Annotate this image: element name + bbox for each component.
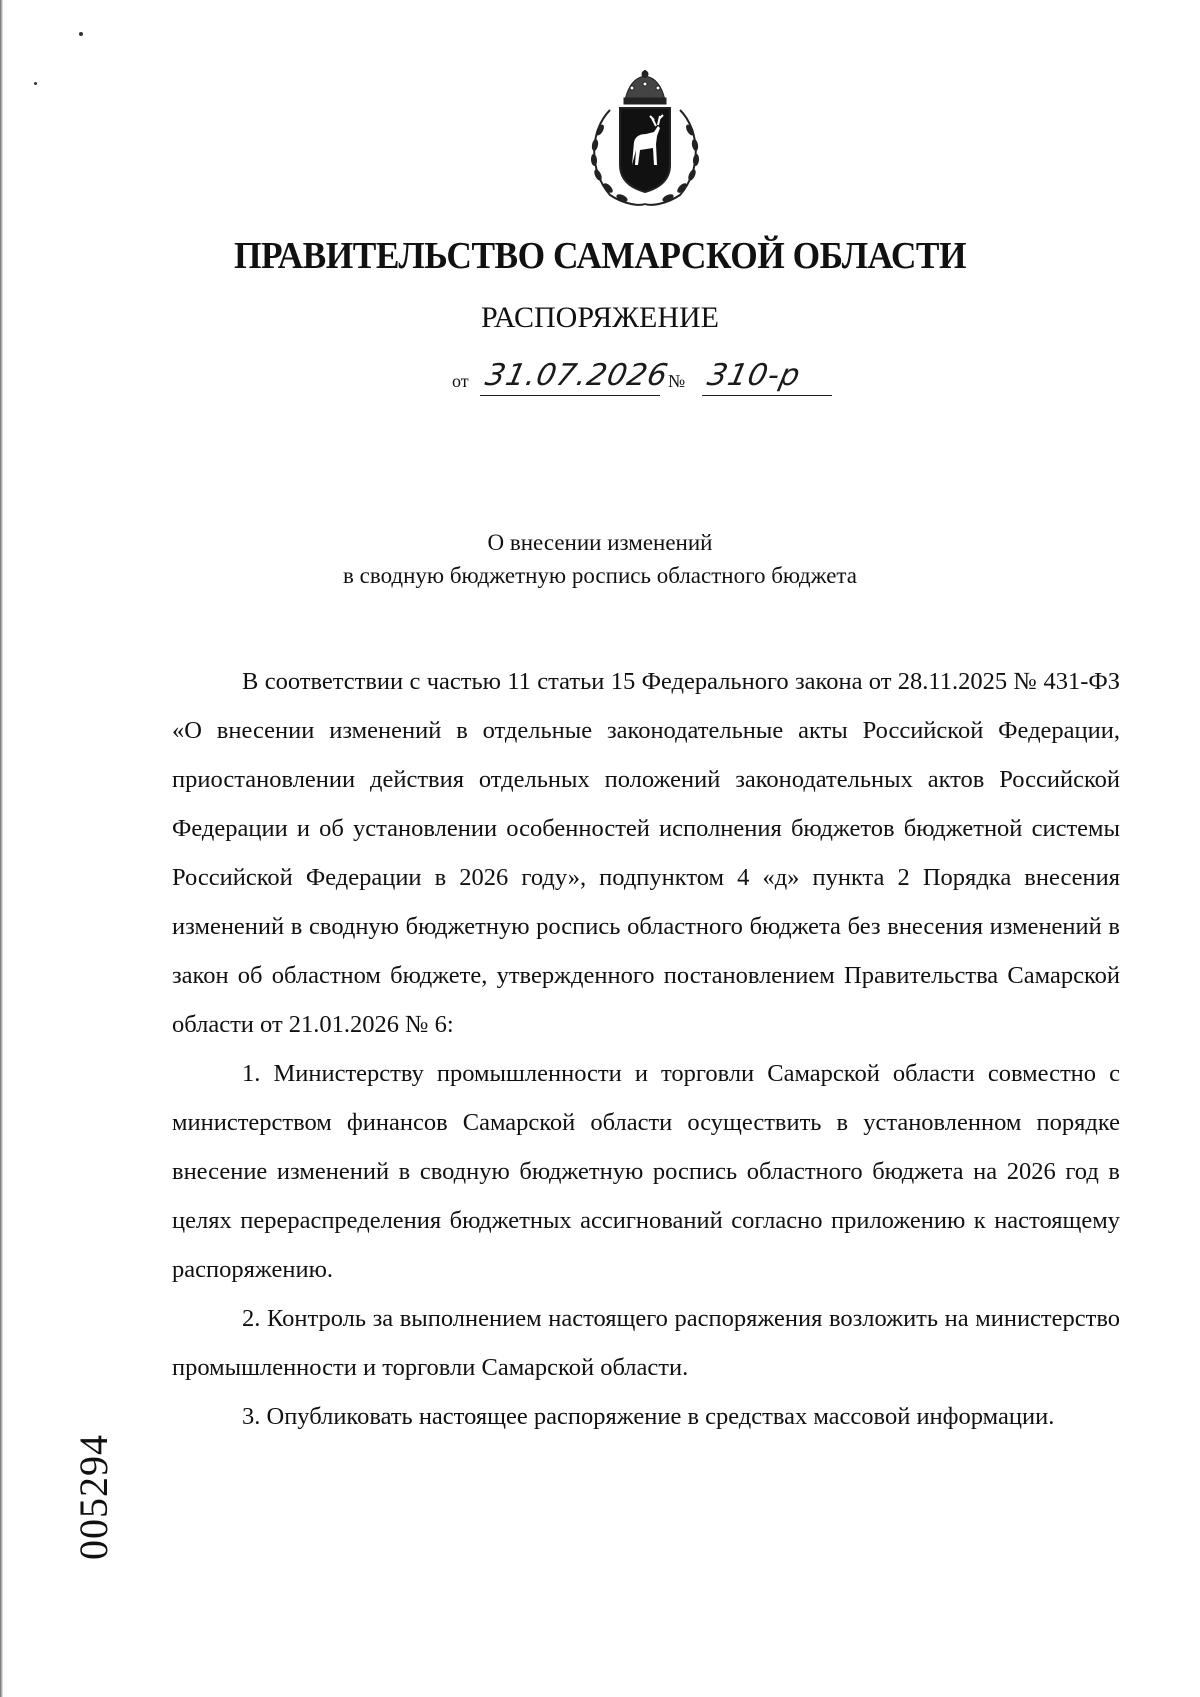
serial-number: 005294	[71, 1434, 116, 1560]
subject-line-1: О внесении изменений	[487, 530, 713, 555]
document-subject	[0, 526, 1200, 592]
scan-speck	[79, 32, 83, 36]
organization-title: ПРАВИТЕЛЬСТВО САМАРСКОЙ ОБЛАСТИ	[233, 235, 967, 277]
item-paragraph-3: 3. Опубликовать настоящее распоряжение в средствах массовой информации.	[242, 1403, 1055, 1430]
item-paragraph-1: 1. Министерству промышленности и торговли Самарской области совместно с министерством финансов Самарской области осуществить в установленном порядке внесение изменений в сводную бюджетную роспись областного бюджета на 2026 год в целях перераспределения бюджетных ассигнований согласно приложению к настоящему распоряжению.	[172, 1060, 1120, 1283]
number-label: №	[668, 371, 686, 391]
samara-coat-of-arms-icon	[580, 70, 710, 210]
handwritten-number: 310-р	[704, 358, 804, 393]
handwritten-date: 31.07.2026	[482, 358, 672, 393]
document-body	[172, 657, 1120, 1441]
number-field	[702, 355, 832, 396]
preamble-paragraph: В соответствии с частью 11 статьи 15 Федерального закона от 28.11.2025 № 431-ФЗ «О внесении изменений в отдельные законодательные акты Российской Федерации, приостановлении действия отдельных положений законодательных актов Российской Федерации и об установлении особенностей исполнения бюджетов бюджетной системы Российской Федерации в 2026 году», подпунктом 4 «д» пункта 2 Порядка внесения изменений в сводную бюджетную роспись областного бюджета без внесения изменений в закон об областном бюджете, утвержденного постановлением Правительства Самарской области от 21.01.2026 № 6:	[172, 668, 1120, 1038]
registration-line	[452, 352, 862, 402]
page-edge	[0, 0, 3, 1697]
item-paragraph-2: 2. Контроль за выполнением настоящего распоряжения возложить на министерство промышленности и торговли Самарской области.	[172, 1305, 1120, 1381]
date-label: от	[452, 371, 469, 391]
scan-speck	[34, 82, 37, 85]
date-field	[480, 355, 672, 396]
subject-line-2: в сводную бюджетную роспись областного бюджета	[343, 563, 857, 588]
document-type: РАСПОРЯЖЕНИЕ	[480, 301, 720, 334]
